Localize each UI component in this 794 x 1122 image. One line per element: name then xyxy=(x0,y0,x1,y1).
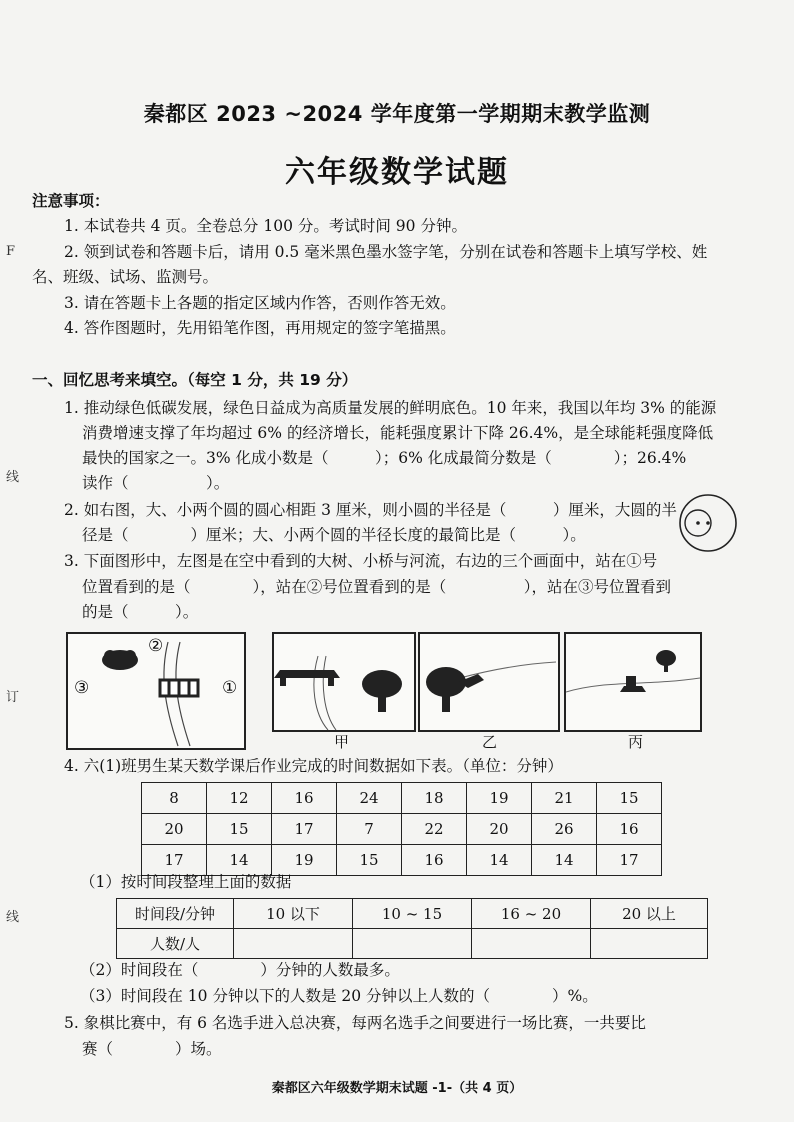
circles-figure xyxy=(678,492,740,554)
answer-cell xyxy=(472,929,591,959)
position-3-mark: ③ xyxy=(74,678,90,698)
q5-line-1: 5. 象棋比赛中，有 6 名选手进入总决赛，每两名选手之间要进行一场比赛，一共要比 xyxy=(64,1014,646,1032)
table-cell: 17 xyxy=(597,845,662,876)
exam-subtitle: 六年级数学试题 xyxy=(285,155,509,190)
table-cell: 16 xyxy=(597,814,662,845)
answer-cell xyxy=(353,929,472,959)
view-bing-picture xyxy=(564,632,702,732)
homework-time-data-table xyxy=(141,782,662,876)
table-cell: 14 xyxy=(207,845,272,876)
notes-heading: 注意事项： xyxy=(32,192,110,210)
table-cell: 17 xyxy=(272,814,337,845)
table-cell: 19 xyxy=(467,783,532,814)
table-cell: 26 xyxy=(532,814,597,845)
caption-yi: 乙 xyxy=(482,733,498,751)
q1-line-1: 1. 推动绿色低碳发展，绿色日益成为高质量发展的鲜明底色。10 年来，我国以年均 3% 的能源 xyxy=(64,399,717,417)
table-row xyxy=(142,814,662,845)
table-cell: 17 xyxy=(142,845,207,876)
table-cell: 18 xyxy=(402,783,467,814)
table-cell: 16 xyxy=(402,845,467,876)
margin-mark-2: 线 xyxy=(6,470,20,485)
caption-bing: 丙 xyxy=(628,733,644,751)
margin-mark-4: 线 xyxy=(6,910,20,925)
q4-sub-1: （1）按时间段整理上面的数据 xyxy=(80,873,292,891)
q4-sub-3: （3）时间段在 10 分钟以下的人数是 20 分钟以上人数的（ ）%。 xyxy=(80,987,598,1005)
q3-line-3: 的是（ ）。 xyxy=(82,603,199,621)
q1-line-3: 最快的国家之一。3% 化成小数是（ ）；6% 化成最简分数是（ ）；26.4% xyxy=(82,449,687,467)
table-header-cell: 20 以上 xyxy=(591,899,708,929)
answer-cell xyxy=(234,929,353,959)
exam-title: 秦都区 2023 ~2024 学年度第一学期期末教学监测 xyxy=(143,102,651,126)
table-row xyxy=(117,899,708,929)
section-1-heading: 一、回忆思考来填空。（每空 1 分，共 19 分） xyxy=(32,371,358,389)
table-header-cell: 10 ~ 15 xyxy=(353,899,472,929)
time-range-table xyxy=(116,898,708,959)
q4-sub-2: （2）时间段在（ ）分钟的人数最多。 xyxy=(80,961,400,979)
table-cell: 8 xyxy=(142,783,207,814)
view-jia-picture xyxy=(272,632,416,732)
table-cell: 15 xyxy=(597,783,662,814)
q3-line-1: 3. 下面图形中，左图是在空中看到的大树、小桥与河流，右边的三个画面中，站在①号 xyxy=(64,552,658,570)
position-2-mark: ② xyxy=(148,636,164,656)
page-footer: 秦都区六年级数学期末试题 -1-（共 4 页） xyxy=(271,1081,523,1096)
note-item-2: 2. 领到试卷和答题卡后，请用 0.5 毫米黑色墨水签字笔，分别在试卷和答题卡上填写学校、姓 xyxy=(64,243,708,261)
table-row xyxy=(142,783,662,814)
q1-line-4: 读作（ ）。 xyxy=(82,474,230,492)
caption-jia: 甲 xyxy=(334,733,350,751)
q3-line-2: 位置看到的是（ ），站在②号位置看到的是（ ），站在③号位置看到 xyxy=(82,578,672,596)
table-cell: 19 xyxy=(272,845,337,876)
table-row xyxy=(117,929,708,959)
q4-text: 4. 六(1)班男生某天数学课后作业完成的时间数据如下表。（单位：分钟） xyxy=(64,757,563,775)
note-item-4: 4. 答作图题时，先用铅笔作图，再用规定的签字笔描黑。 xyxy=(64,319,456,337)
table-header-cell: 时间段/分钟 xyxy=(117,899,234,929)
q2-line-2: 径是（ ）厘米；大、小两个圆的半径长度的最简比是（ ）。 xyxy=(82,526,586,544)
table-cell: 12 xyxy=(207,783,272,814)
note-item-2-cont: 名、班级、试场、监测号。 xyxy=(32,268,219,286)
aerial-view-picture xyxy=(66,632,246,750)
table-cell: 24 xyxy=(337,783,402,814)
view-yi-picture xyxy=(418,632,560,732)
q1-line-2: 消费增速支撑了年均超过 6% 的经济增长，能耗强度累计下降 26.4%，是全球能耗强度降低 xyxy=(82,424,714,442)
table-cell: 14 xyxy=(532,845,597,876)
table-cell: 15 xyxy=(337,845,402,876)
table-header-cell: 16 ~ 20 xyxy=(472,899,591,929)
table-cell: 22 xyxy=(402,814,467,845)
q5-line-2: 赛（ ）场。 xyxy=(82,1040,222,1058)
table-cell: 14 xyxy=(467,845,532,876)
table-cell: 20 xyxy=(467,814,532,845)
q2-line-1: 2. 如右图，大、小两个圆的圆心相距 3 厘米，则小圆的半径是（ ）厘米，大圆的半 xyxy=(64,501,677,519)
table-cell: 21 xyxy=(532,783,597,814)
table-cell: 15 xyxy=(207,814,272,845)
position-1-mark: ① xyxy=(222,678,238,698)
table-cell: 20 xyxy=(142,814,207,845)
table-cell: 7 xyxy=(337,814,402,845)
margin-mark-3: 订 xyxy=(6,690,20,705)
note-item-1: 1. 本试卷共 4 页。全卷总分 100 分。考试时间 90 分钟。 xyxy=(64,217,467,235)
margin-mark-1: F xyxy=(6,244,16,259)
note-item-3: 3. 请在答题卡上各题的指定区域内作答，否则作答无效。 xyxy=(64,294,456,312)
table-row-label: 人数/人 xyxy=(117,929,234,959)
table-header-cell: 10 以下 xyxy=(234,899,353,929)
answer-cell xyxy=(591,929,708,959)
table-cell: 16 xyxy=(272,783,337,814)
